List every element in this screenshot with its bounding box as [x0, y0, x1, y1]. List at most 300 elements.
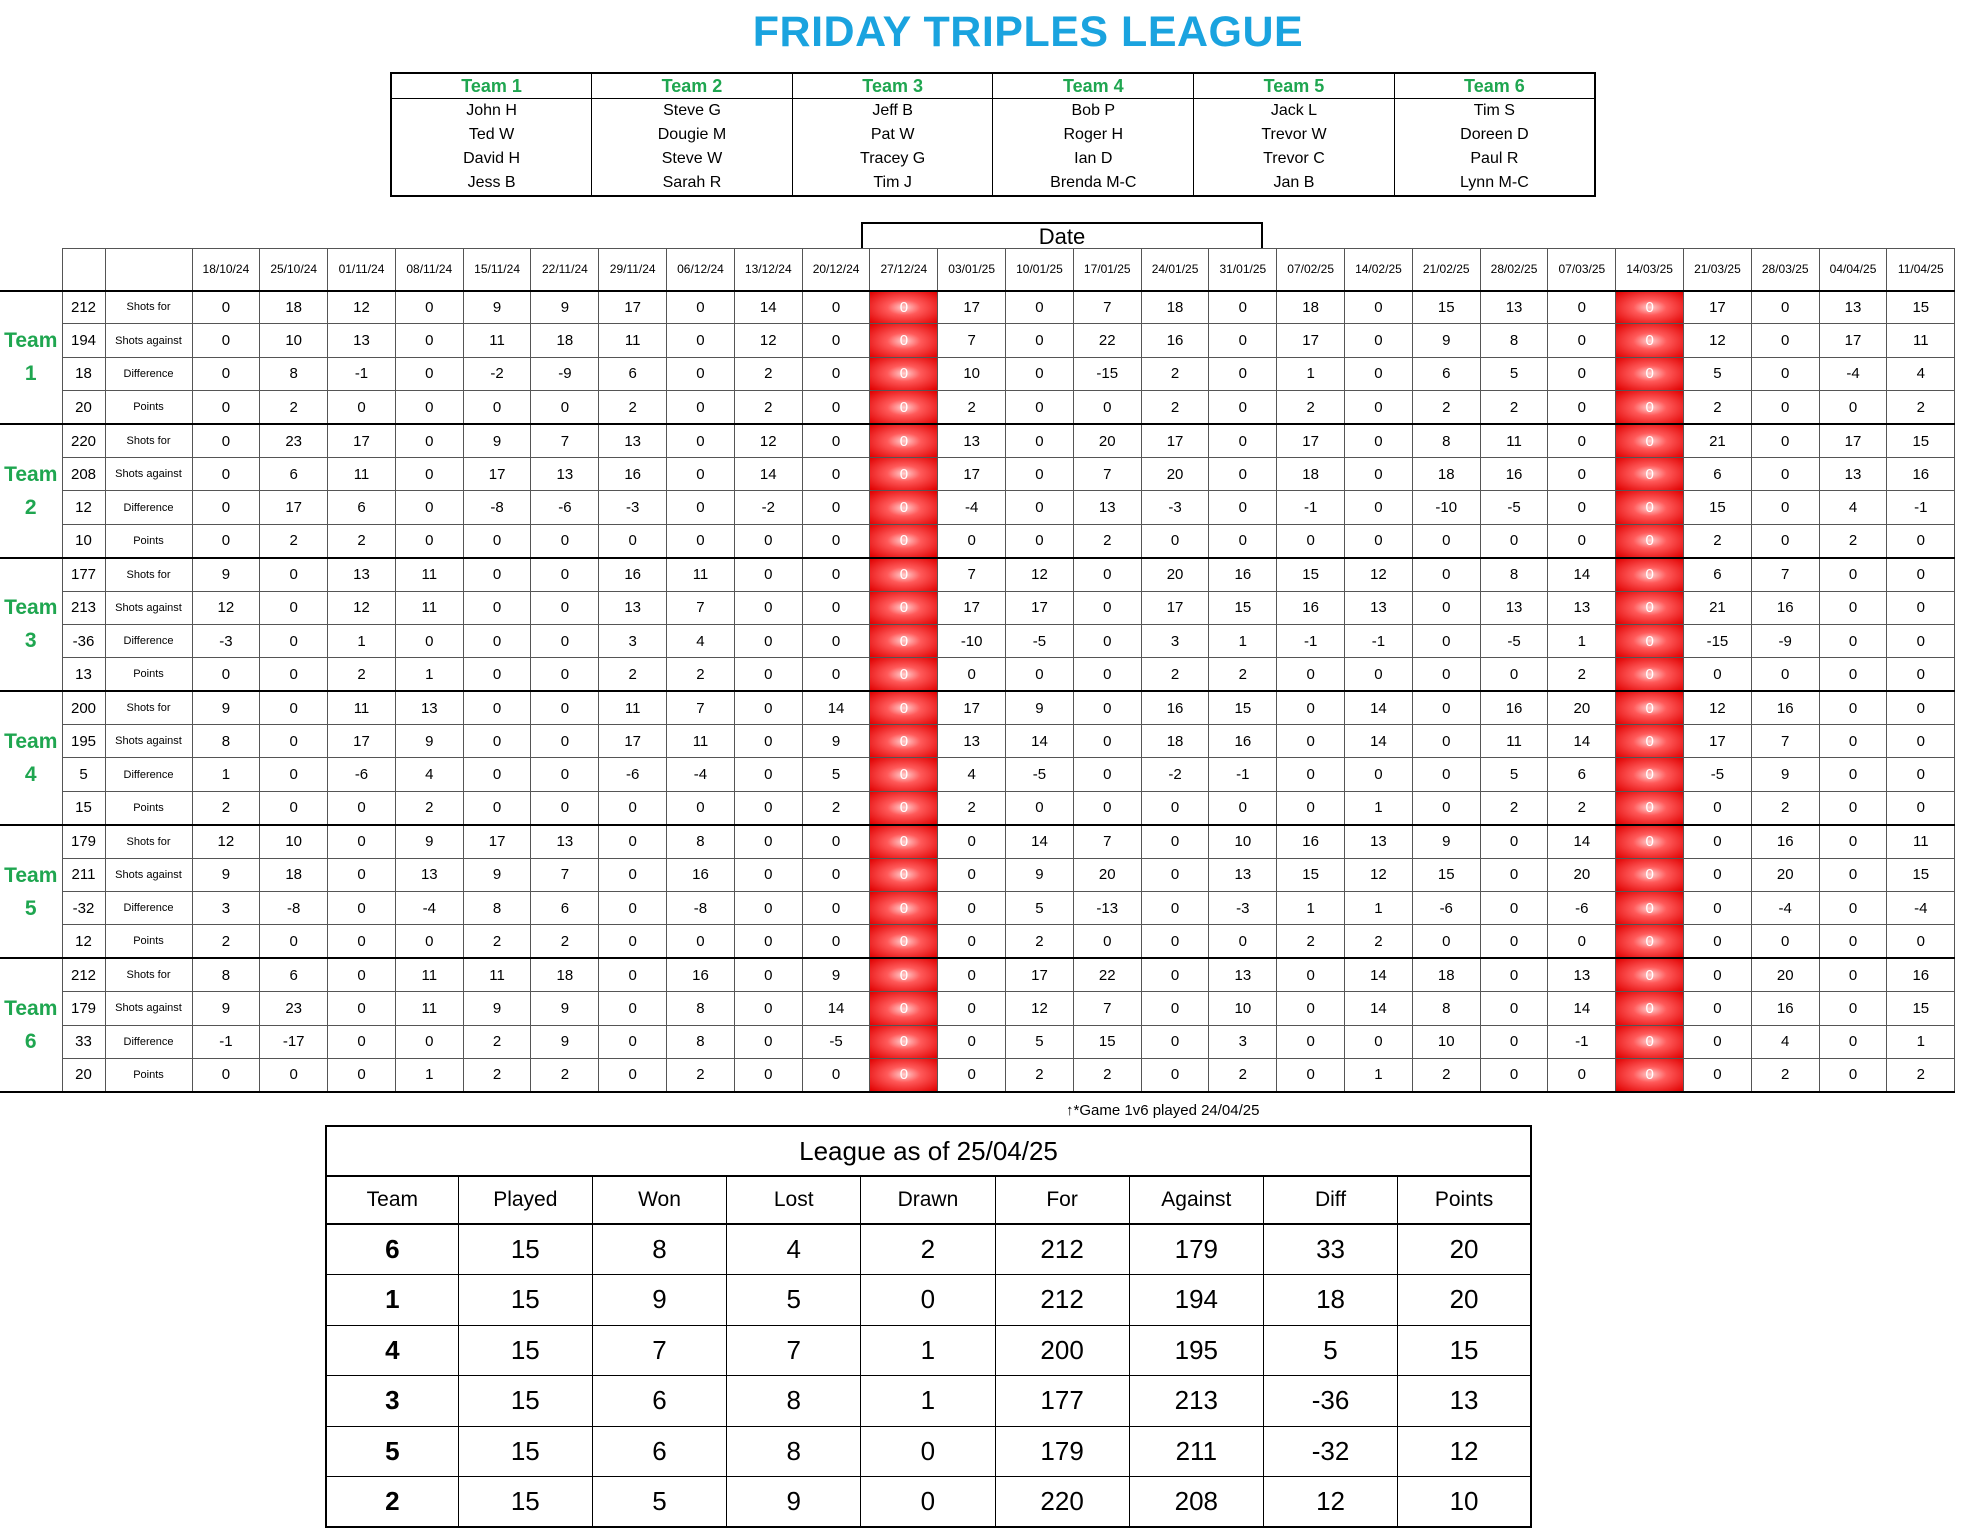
score-cell: 0 — [1616, 992, 1684, 1025]
score-cell: 17 — [1277, 424, 1345, 457]
score-cell: 10 — [260, 825, 328, 858]
row-total: 212 — [62, 958, 105, 991]
score-cell: 2 — [1073, 524, 1141, 557]
score-cell: 0 — [667, 291, 735, 324]
date-cell: 18/10/24 — [192, 249, 260, 291]
score-cell: -15 — [1684, 624, 1752, 657]
league-value-cell: 8 — [727, 1376, 861, 1427]
score-cell: 12 — [1006, 992, 1074, 1025]
date-cell: 28/02/25 — [1480, 249, 1548, 291]
score-cell: -1 — [1345, 624, 1413, 657]
score-cell: 18 — [531, 958, 599, 991]
score-cell: -8 — [463, 491, 531, 524]
score-cell: 2 — [938, 791, 1006, 824]
score-cell: 0 — [599, 791, 667, 824]
score-cell: 0 — [938, 825, 1006, 858]
score-cell: 15 — [1887, 424, 1955, 457]
score-cell: 0 — [463, 591, 531, 624]
score-cell: 0 — [1073, 691, 1141, 724]
score-cell: 15 — [1887, 291, 1955, 324]
row-total: 200 — [62, 691, 105, 724]
score-cell: 8 — [1480, 558, 1548, 591]
score-cell: 2 — [1412, 1058, 1480, 1091]
score-cell: 0 — [1073, 758, 1141, 791]
league-team-cell: 2 — [326, 1477, 458, 1528]
score-cell: 21 — [1684, 424, 1752, 457]
score-cell: 14 — [1548, 558, 1616, 591]
score-cell: 0 — [1141, 925, 1209, 958]
score-cell: 17 — [463, 825, 531, 858]
score-cell: 0 — [938, 925, 1006, 958]
results-grid — [0, 248, 1955, 1093]
score-cell: 13 — [1073, 491, 1141, 524]
score-cell: -3 — [192, 624, 260, 657]
score-cell: 0 — [1480, 1058, 1548, 1091]
roster-team-heading: Team 5 — [1194, 73, 1395, 99]
score-cell: 18 — [1277, 291, 1345, 324]
score-cell: 0 — [463, 758, 531, 791]
team-stat-row — [0, 758, 1955, 791]
score-cell: -4 — [1751, 892, 1819, 925]
score-cell: 0 — [463, 524, 531, 557]
score-cell: 7 — [1073, 825, 1141, 858]
roster-player: Bob P — [993, 99, 1194, 124]
score-cell: 0 — [1141, 992, 1209, 1025]
score-cell: 20 — [1751, 958, 1819, 991]
row-total: 211 — [62, 858, 105, 891]
score-cell: 17 — [1141, 424, 1209, 457]
score-cell: 0 — [1887, 691, 1955, 724]
score-cell: 16 — [1480, 457, 1548, 490]
league-column-header: Against — [1129, 1176, 1263, 1224]
score-cell: 0 — [734, 791, 802, 824]
team-stat-row — [0, 1025, 1955, 1058]
league-value-cell: 12 — [1398, 1426, 1531, 1477]
score-cell: 0 — [463, 725, 531, 758]
row-label: Shots for — [105, 691, 192, 724]
team-rosters-table — [390, 72, 1596, 197]
score-cell: 0 — [734, 725, 802, 758]
score-cell: 15 — [1412, 858, 1480, 891]
score-cell: 16 — [599, 457, 667, 490]
league-column-header: Played — [458, 1176, 592, 1224]
score-cell: 0 — [1345, 524, 1413, 557]
score-cell: 6 — [260, 958, 328, 991]
score-cell: 0 — [1412, 725, 1480, 758]
row-total: 177 — [62, 558, 105, 591]
score-cell: 0 — [1751, 524, 1819, 557]
score-cell: 0 — [1006, 291, 1074, 324]
score-cell: 0 — [328, 391, 396, 424]
score-cell: 23 — [260, 424, 328, 457]
score-cell: 0 — [1684, 791, 1752, 824]
date-cell: 14/03/25 — [1616, 249, 1684, 291]
score-cell: -1 — [1887, 491, 1955, 524]
score-cell: 0 — [734, 992, 802, 1025]
score-cell: 0 — [1073, 725, 1141, 758]
score-cell: 2 — [1751, 1058, 1819, 1091]
score-cell: 2 — [192, 791, 260, 824]
score-cell: 8 — [192, 725, 260, 758]
score-cell: -1 — [1277, 624, 1345, 657]
score-cell: 0 — [1345, 357, 1413, 390]
team-label — [0, 558, 62, 692]
roster-player: Steve W — [592, 147, 793, 171]
score-cell: 0 — [802, 858, 870, 891]
score-cell: 0 — [802, 892, 870, 925]
score-cell: 0 — [463, 691, 531, 724]
score-cell: 7 — [1751, 725, 1819, 758]
score-cell: 14 — [802, 992, 870, 1025]
roster-row — [391, 147, 1595, 171]
score-cell: 0 — [734, 925, 802, 958]
score-cell: 0 — [802, 1058, 870, 1091]
score-cell: 0 — [260, 758, 328, 791]
score-cell: 2 — [599, 658, 667, 691]
score-cell: 0 — [192, 324, 260, 357]
row-label: Points — [105, 524, 192, 557]
score-cell: 1 — [395, 658, 463, 691]
score-cell: 0 — [802, 558, 870, 591]
score-cell: 1 — [1345, 791, 1413, 824]
score-cell: 0 — [1345, 491, 1413, 524]
score-cell: 0 — [328, 992, 396, 1025]
score-cell: 0 — [1006, 424, 1074, 457]
score-cell: 16 — [1141, 691, 1209, 724]
score-cell: 17 — [1684, 725, 1752, 758]
score-cell: 6 — [531, 892, 599, 925]
score-cell: 0 — [802, 324, 870, 357]
score-cell: 0 — [531, 758, 599, 791]
score-cell: 0 — [1277, 758, 1345, 791]
score-cell: 0 — [667, 391, 735, 424]
league-value-cell: 1 — [861, 1376, 995, 1427]
score-cell: -6 — [1412, 892, 1480, 925]
score-cell: 13 — [531, 825, 599, 858]
league-value-cell: 2 — [861, 1224, 995, 1275]
score-cell: 10 — [260, 324, 328, 357]
score-cell: 0 — [192, 491, 260, 524]
score-cell: 14 — [734, 457, 802, 490]
league-standings-table — [325, 1125, 1532, 1528]
score-cell: -9 — [1751, 624, 1819, 657]
score-cell: 2 — [1684, 391, 1752, 424]
score-cell: 0 — [870, 457, 938, 490]
league-value-cell: 6 — [592, 1426, 726, 1477]
score-cell: 0 — [599, 524, 667, 557]
date-cell: 04/04/25 — [1819, 249, 1887, 291]
score-cell: 8 — [1412, 424, 1480, 457]
row-total: 20 — [62, 1058, 105, 1091]
score-cell: 9 — [802, 958, 870, 991]
score-cell: 0 — [870, 491, 938, 524]
row-label: Difference — [105, 491, 192, 524]
score-cell: 11 — [463, 958, 531, 991]
date-cell: 10/01/25 — [1006, 249, 1074, 291]
score-cell: 0 — [395, 925, 463, 958]
league-value-cell: 5 — [727, 1275, 861, 1326]
score-cell: 14 — [1345, 725, 1413, 758]
score-cell: 0 — [599, 992, 667, 1025]
score-cell: 13 — [1548, 591, 1616, 624]
score-cell: 3 — [1141, 624, 1209, 657]
score-cell: 0 — [599, 958, 667, 991]
score-cell: 0 — [328, 958, 396, 991]
score-cell: 11 — [1480, 725, 1548, 758]
score-cell: 9 — [1412, 324, 1480, 357]
score-cell: 4 — [667, 624, 735, 657]
league-value-cell: 0 — [861, 1426, 995, 1477]
row-label: Shots against — [105, 324, 192, 357]
score-cell: 11 — [328, 691, 396, 724]
score-cell: 0 — [1073, 791, 1141, 824]
score-cell: 0 — [1887, 624, 1955, 657]
score-cell: 2 — [667, 658, 735, 691]
team-label — [0, 291, 62, 425]
score-cell: 5 — [802, 758, 870, 791]
score-cell: 0 — [870, 892, 938, 925]
score-cell: 13 — [328, 558, 396, 591]
score-cell: 0 — [1751, 925, 1819, 958]
score-cell: 0 — [1887, 791, 1955, 824]
score-cell: 20 — [1073, 858, 1141, 891]
score-cell: 0 — [395, 457, 463, 490]
score-cell: 17 — [328, 725, 396, 758]
score-cell: 0 — [1073, 391, 1141, 424]
score-cell: 0 — [1819, 558, 1887, 591]
date-cell: 27/12/24 — [870, 249, 938, 291]
score-cell: 0 — [1819, 958, 1887, 991]
score-cell: 16 — [1887, 958, 1955, 991]
score-cell: 0 — [734, 825, 802, 858]
team-label — [0, 424, 62, 558]
score-cell: 0 — [870, 357, 938, 390]
score-cell: 0 — [1819, 691, 1887, 724]
score-cell: 0 — [1616, 324, 1684, 357]
roster-player: Lynn M-C — [1394, 171, 1595, 196]
score-cell: 0 — [870, 758, 938, 791]
score-cell: 0 — [1751, 357, 1819, 390]
score-cell: 2 — [463, 1058, 531, 1091]
score-cell: 0 — [938, 524, 1006, 557]
row-label: Points — [105, 925, 192, 958]
team-label-word: Team — [4, 729, 58, 753]
score-cell: 0 — [1684, 958, 1752, 991]
score-cell: 0 — [260, 1058, 328, 1091]
score-cell: 0 — [1412, 624, 1480, 657]
score-cell: 0 — [1277, 725, 1345, 758]
score-cell: 0 — [1141, 858, 1209, 891]
score-cell: 0 — [1616, 958, 1684, 991]
score-cell: 0 — [1887, 725, 1955, 758]
score-cell: 0 — [1751, 457, 1819, 490]
team-stat-row — [0, 658, 1955, 691]
score-cell: 0 — [1480, 658, 1548, 691]
score-cell: 9 — [395, 725, 463, 758]
score-cell: 18 — [1277, 457, 1345, 490]
score-cell: 0 — [395, 1025, 463, 1058]
roster-player: Pat W — [792, 123, 993, 147]
league-value-cell: 211 — [1129, 1426, 1263, 1477]
date-cell: 22/11/24 — [531, 249, 599, 291]
score-cell: 0 — [1277, 691, 1345, 724]
score-cell: 0 — [802, 357, 870, 390]
score-cell: 0 — [1006, 391, 1074, 424]
score-cell: 17 — [1819, 424, 1887, 457]
league-team-cell: 3 — [326, 1376, 458, 1427]
score-cell: 0 — [870, 958, 938, 991]
score-cell: 0 — [1684, 825, 1752, 858]
score-cell: 0 — [531, 691, 599, 724]
score-cell: 0 — [1209, 791, 1277, 824]
score-cell: 0 — [1819, 624, 1887, 657]
row-label: Shots against — [105, 725, 192, 758]
score-cell: 0 — [734, 758, 802, 791]
score-cell: 0 — [328, 858, 396, 891]
score-cell: 0 — [192, 1058, 260, 1091]
score-cell: 0 — [667, 491, 735, 524]
score-cell: 0 — [1480, 858, 1548, 891]
team-stat-row — [0, 457, 1955, 490]
score-cell: 0 — [1616, 591, 1684, 624]
score-cell: 9 — [1412, 825, 1480, 858]
score-cell: 0 — [1548, 524, 1616, 557]
league-value-cell: 6 — [592, 1376, 726, 1427]
score-cell: 0 — [1819, 758, 1887, 791]
score-cell: 20 — [1751, 858, 1819, 891]
score-cell: 0 — [1480, 958, 1548, 991]
team-label — [0, 825, 62, 959]
score-cell: 0 — [192, 391, 260, 424]
score-cell: 5 — [1684, 357, 1752, 390]
score-cell: 14 — [1548, 825, 1616, 858]
score-cell: 0 — [1006, 524, 1074, 557]
score-cell: 2 — [328, 658, 396, 691]
score-cell: 0 — [1345, 424, 1413, 457]
score-cell: 0 — [1209, 391, 1277, 424]
row-label: Shots for — [105, 558, 192, 591]
score-cell: 17 — [938, 591, 1006, 624]
score-cell: -5 — [1480, 624, 1548, 657]
score-cell: 2 — [328, 524, 396, 557]
score-cell: -15 — [1073, 357, 1141, 390]
score-cell: 8 — [667, 992, 735, 1025]
league-value-cell: 212 — [995, 1275, 1129, 1326]
score-cell: 7 — [1751, 558, 1819, 591]
score-cell: 17 — [1141, 591, 1209, 624]
score-cell: 17 — [938, 457, 1006, 490]
league-value-cell: 213 — [1129, 1376, 1263, 1427]
score-cell: 13 — [1345, 825, 1413, 858]
score-cell: 0 — [938, 1025, 1006, 1058]
team-stat-row — [0, 725, 1955, 758]
score-cell: 12 — [192, 825, 260, 858]
score-cell: 4 — [1751, 1025, 1819, 1058]
score-cell: 2 — [395, 791, 463, 824]
score-cell: 11 — [1887, 825, 1955, 858]
score-cell: 0 — [1345, 1025, 1413, 1058]
roster-team-heading: Team 4 — [993, 73, 1194, 99]
team-label — [0, 691, 62, 825]
score-cell: 17 — [599, 291, 667, 324]
league-value-cell: 12 — [1263, 1477, 1397, 1528]
score-cell: 2 — [1277, 925, 1345, 958]
score-cell: 16 — [1141, 324, 1209, 357]
score-cell: 20 — [1141, 457, 1209, 490]
score-cell: 0 — [260, 725, 328, 758]
score-cell: 13 — [395, 691, 463, 724]
score-cell: 0 — [531, 591, 599, 624]
row-total: 15 — [62, 791, 105, 824]
roster-row — [391, 123, 1595, 147]
row-total: -32 — [62, 892, 105, 925]
score-cell: 9 — [531, 291, 599, 324]
score-cell: 16 — [599, 558, 667, 591]
score-cell: 1 — [1887, 1025, 1955, 1058]
score-cell: -5 — [1006, 624, 1074, 657]
score-cell: 5 — [1006, 892, 1074, 925]
score-cell: 2 — [531, 1058, 599, 1091]
league-row — [326, 1275, 1531, 1326]
score-cell: -5 — [802, 1025, 870, 1058]
score-cell: 12 — [1345, 858, 1413, 891]
score-cell: -8 — [667, 892, 735, 925]
roster-player: Roger H — [993, 123, 1194, 147]
score-cell: 9 — [192, 858, 260, 891]
score-cell: 9 — [463, 424, 531, 457]
score-cell: 4 — [1819, 491, 1887, 524]
team-stat-row — [0, 291, 1955, 324]
team-stat-row — [0, 958, 1955, 991]
score-cell: 12 — [328, 591, 396, 624]
team-label-word: Team — [4, 329, 58, 353]
score-cell: 2 — [734, 357, 802, 390]
score-cell: 1 — [328, 624, 396, 657]
date-cell: 13/12/24 — [734, 249, 802, 291]
date-cell: 20/12/24 — [802, 249, 870, 291]
score-cell: 2 — [1073, 1058, 1141, 1091]
score-cell: 0 — [1887, 524, 1955, 557]
score-cell: 13 — [1345, 591, 1413, 624]
score-cell: 0 — [870, 424, 938, 457]
score-cell: 0 — [1209, 324, 1277, 357]
score-cell: 9 — [395, 825, 463, 858]
row-label: Shots against — [105, 591, 192, 624]
score-cell: 15 — [1209, 591, 1277, 624]
score-cell: 0 — [1887, 658, 1955, 691]
score-cell: 0 — [1819, 892, 1887, 925]
score-cell: 0 — [1887, 591, 1955, 624]
row-total: 33 — [62, 1025, 105, 1058]
league-value-cell: 15 — [458, 1426, 592, 1477]
score-cell: 0 — [599, 892, 667, 925]
score-cell: 18 — [260, 858, 328, 891]
league-value-cell: -36 — [1263, 1376, 1397, 1427]
score-cell: 0 — [328, 825, 396, 858]
score-cell: 0 — [1684, 1058, 1752, 1091]
score-cell: -5 — [1006, 758, 1074, 791]
score-cell: 0 — [1209, 424, 1277, 457]
score-cell: 0 — [260, 791, 328, 824]
score-cell: 2 — [1277, 391, 1345, 424]
score-cell: 0 — [870, 992, 938, 1025]
score-cell: 0 — [802, 457, 870, 490]
score-cell: 0 — [1006, 357, 1074, 390]
score-cell: 0 — [1073, 558, 1141, 591]
score-cell: -1 — [1548, 1025, 1616, 1058]
score-cell: 0 — [1819, 1058, 1887, 1091]
score-cell: 0 — [1141, 1058, 1209, 1091]
